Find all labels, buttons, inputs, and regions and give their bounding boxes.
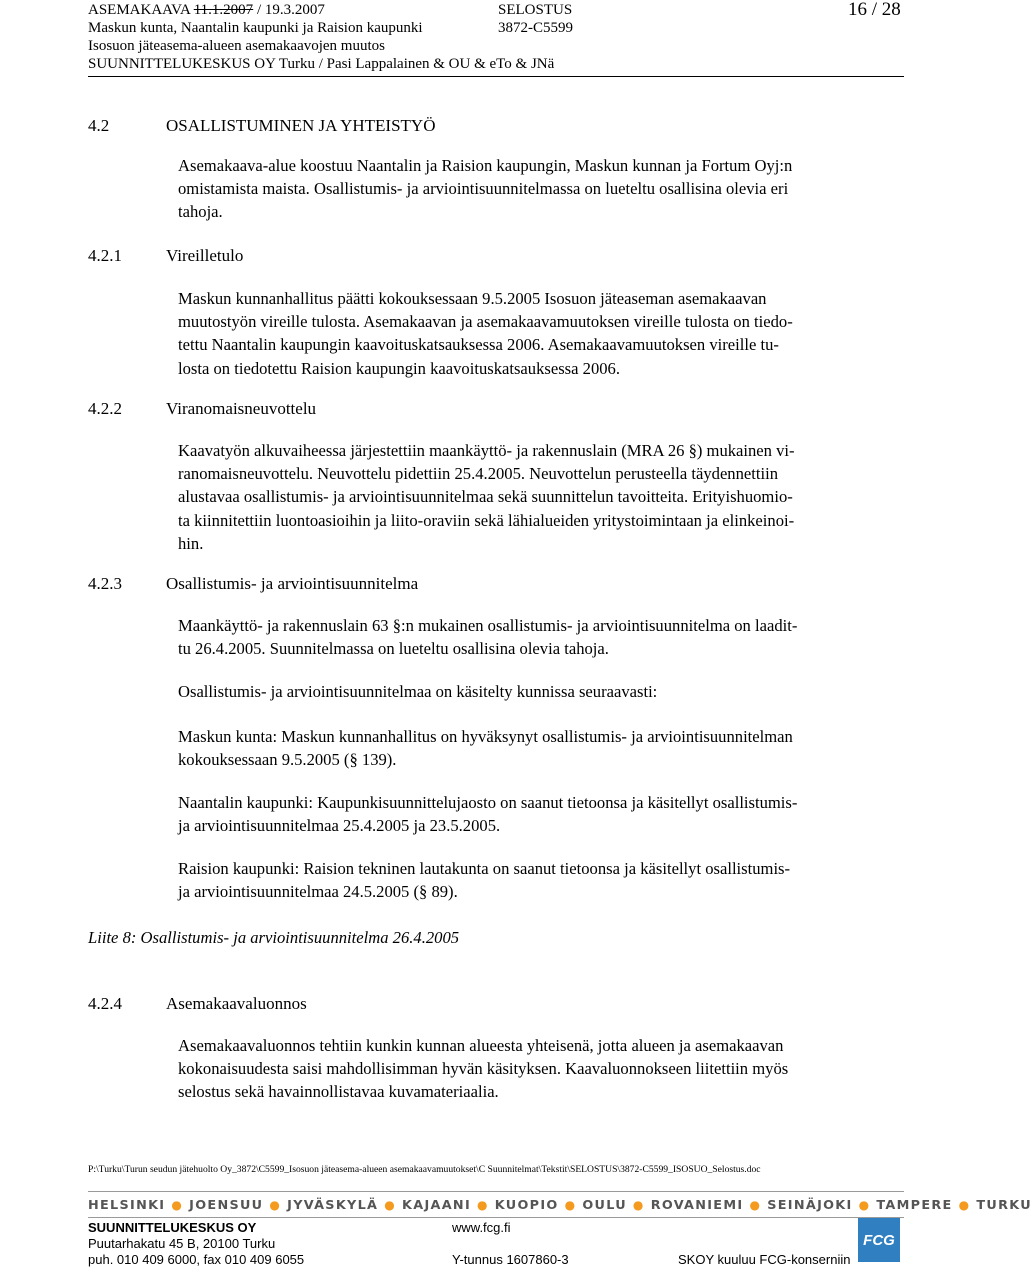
header-doc-name: ASEMAKAAVA (88, 2, 194, 18)
text-line: tahoja. (178, 202, 223, 222)
appendix-reference: Liite 8: Osallistumis- ja arviointisuunnitelma 26.4.2005 (88, 928, 460, 947)
text-line: tettu Naantalin kaupungin kaavoituskatsauksessa 2006. Asemakaavamuutoksen vireille tu- (178, 335, 779, 355)
bullet-icon: ● (564, 1198, 577, 1212)
text-line: Asemakaavaluonnos tehtiin kunkin kunnan alueesta yhteisenä, jotta alueen ja asemakaavan (178, 1036, 784, 1055)
subsection-title: Viranomaisneuvottelu (166, 399, 317, 418)
city: SEINÄJOKI (767, 1198, 853, 1213)
text-line: Raision kaupunki: Raision tekninen lautakunta on saanut tietoonsa ja käsitellyt osallistumis- (178, 859, 791, 878)
header-author: SUUNNITTELUKESKUS OY Turku / Pasi Lappalainen & OU & eTo & JNä (88, 56, 555, 72)
city: ROVANIEMI (650, 1198, 744, 1213)
section-number: 4.2 (88, 116, 110, 135)
bullet-icon: ● (858, 1198, 871, 1212)
subsection-title: Vireilletulo (166, 246, 244, 265)
city: HELSINKI (88, 1198, 166, 1213)
bullet-icon: ● (749, 1198, 762, 1212)
text-line: kokonaisuudesta saisi mahdollisimman hyvän käsityksen. Kaavaluonnokseen liitettiin myös (178, 1059, 789, 1079)
city: TAMPERE (876, 1198, 953, 1213)
text-line: kokouksessaan 9.5.2005 (§ 139). (178, 750, 397, 770)
file-path: P:\Turku\Turun seudun jätehuolto Oy_3872\C5599_Isosuon jäteasema-alueen asemakaavamuutokset\C Suunnitelmat\Tekstit\SELOSTUS\3872-C5599_ISOSUO_Selostus.doc (88, 1164, 761, 1175)
subsection-title: Asemakaavaluonnos (166, 994, 307, 1013)
text-line: Maankäyttö- ja rakennuslain 63 §:n mukainen osallistumis- ja arviointisuunnitelma on laadit- (178, 616, 798, 635)
subsection-number: 4.2.1 (88, 246, 122, 265)
page-number: 16 / 28 (848, 0, 901, 20)
header-divider (88, 76, 904, 77)
header-doc-code: 3872-C5599 (498, 20, 573, 36)
viranomaisneuvottelu-text (178, 439, 904, 555)
header-municipalities: Maskun kunta, Naantalin kaupunki ja Raision kaupunki (88, 20, 423, 36)
text-line: alustavaa osallistumis- ja arviointisuunnitelmaa sekä suunnittelun tavoitteita. Erityishuomio- (178, 487, 793, 507)
text-line: hin. (178, 533, 204, 553)
city: JYVÄSKYLÄ (287, 1198, 379, 1213)
oas-paragraph-raisio (178, 857, 904, 903)
bullet-icon: ● (958, 1198, 971, 1212)
text-line: losta on tiedotettu Raision kaupungin kaavoituskatsauksessa 2006. (178, 358, 620, 378)
text-line: selostus sekä havainnollistavaa kuvamateriaalia. (178, 1082, 499, 1102)
text-line: ta kiinnitettiin luontoasioihin ja liito-oraviin sekä lähialueiden yritystoimintaan ja elinkeinoi- (178, 510, 795, 530)
subsection-number: 4.2.3 (88, 574, 122, 593)
subsection-number: 4.2.2 (88, 399, 122, 418)
city: OULU (582, 1198, 627, 1213)
fcg-logo: FCG (858, 1218, 900, 1262)
footer-address: Puutarhakatu 45 B, 20100 Turku (88, 1236, 276, 1251)
bullet-icon: ● (384, 1198, 397, 1212)
vireilletulo-text (178, 287, 904, 380)
city: KAJAANI (402, 1198, 472, 1213)
header-doc-type: SELOSTUS (498, 2, 573, 18)
oas-paragraph-naantali (178, 791, 904, 837)
text-line: ja arviointisuunnitelmaa 25.4.2005 ja 23.5.2005. (178, 816, 501, 836)
section-intro (178, 154, 904, 224)
bullet-icon: ● (632, 1198, 645, 1212)
oas-paragraph-1 (178, 614, 904, 660)
bullet-icon: ● (269, 1198, 282, 1212)
subsection-title: Osallistumis- ja arviointisuunnitelma (166, 574, 419, 593)
text-line: Maskun kunnanhallitus päätti kokouksessaan 9.5.2005 Isosuon jäteaseman asemakaavan (178, 289, 767, 308)
header-doc-info (498, 1, 573, 37)
text-line: Naantalin kaupunki: Kaupunkisuunnittelujaosto on saanut tietoonsa ja käsitellyt osallistumis- (178, 793, 798, 812)
oas-paragraph-masku (178, 725, 904, 771)
luonnos-text (178, 1034, 904, 1104)
section-title: OSALLISTUMINEN JA YHTEISTYÖ (166, 116, 436, 135)
text-line: Osallistumis- ja arviointisuunnitelmaa on käsitelty kunnissa seuraavasti: (178, 682, 658, 701)
text-line: tu 26.4.2005. Suunnitelmassa on lueteltu osallisina olevia tahoja. (178, 639, 609, 659)
footer-divider-top (88, 1191, 904, 1192)
text-line: Maskun kunta: Maskun kunnanhallitus on hyväksynyt osallistumis- ja arviointisuunnitelman (178, 727, 793, 746)
text-line: omistamista maista. Osallistumis- ja arviointisuunnitelmassa on lueteltu osallisina olevia eri (178, 179, 789, 199)
text-line: ranomaisneuvottelu. Neuvottelu pidettiin 25.4.2005. Neuvottelun perusteella täydennettiin (178, 464, 779, 484)
oas-paragraph-2 (178, 680, 904, 703)
text-line: muutostyön vireille tulosta. Asemakaavan ja asemakaavamuutoksen vireille tulosta on tiedo- (178, 312, 793, 332)
bullet-icon: ● (171, 1198, 184, 1212)
footer-phone: puh. 010 409 6000, fax 010 409 6055 (88, 1252, 305, 1267)
footer-group-note: SKOY kuuluu FCG-konserniin (678, 1252, 851, 1267)
subsection-number: 4.2.4 (88, 994, 122, 1013)
footer-business-id: Y-tunnus 1607860-3 (452, 1252, 569, 1267)
text-line: Asemakaava-alue koostuu Naantalin ja Raision kaupungin, Maskun kunnan ja Fortum Oyj:n (178, 156, 793, 175)
bullet-icon: ● (477, 1198, 489, 1212)
office-cities (88, 1198, 1032, 1213)
footer-website[interactable]: www.fcg.fi (452, 1220, 511, 1235)
city: TURKU (976, 1198, 1032, 1213)
text-line: ja arviointisuunnitelmaa 24.5.2005 (§ 89). (178, 882, 458, 902)
text-line: Kaavatyön alkuvaiheessa järjestettiin maankäyttö- ja rakennuslain (MRA 26 §) mukainen vi- (178, 441, 795, 460)
city: KUOPIO (494, 1198, 559, 1213)
footer-company: SUUNNITTELUKESKUS OY (88, 1220, 257, 1235)
header-project: Isosuon jäteasema-alueen asemakaavojen muutos (88, 38, 385, 54)
header-date: / 19.3.2007 (253, 2, 325, 18)
footer-divider-bottom (88, 1217, 904, 1218)
header-old-date: 11.1.2007 (193, 2, 254, 18)
city: JOENSUU (189, 1198, 264, 1213)
